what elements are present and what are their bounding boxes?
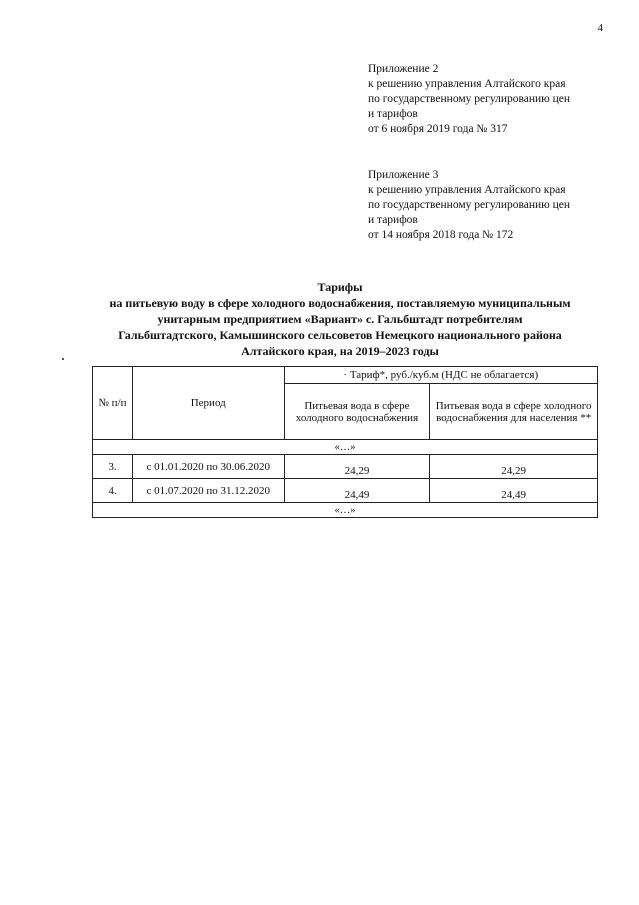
appendix-3-line: от 14 ноября 2018 года № 172 [368,229,514,241]
row-number: 4. [93,479,133,503]
appendix-2-line: по государственному регулированию цен [368,93,571,105]
row-period: с 01.07.2020 по 31.12.2020 [132,479,284,503]
title-line: Алтайского края, на 2019–2023 годы [241,344,439,358]
appendix-3-line: и тарифов [368,214,418,226]
row-tariff-general: 24,29 [284,455,430,479]
appendix-2-line: к решению управления Алтайского края [368,78,566,90]
row-tariff-general: 24,49 [284,479,430,503]
appendix-3-line: Приложение 3 [368,169,439,181]
appendix-3-line: к решению управления Алтайского края [368,184,566,196]
table-row [93,479,598,503]
appendix-2-block [368,62,618,137]
title-line: на питьевую воду в сфере холодного водоснабжения, поставляемую муниципальным [109,296,571,310]
title-line: унитарным предприятием «Вариант» с. Гальбштадт потребителям [157,312,523,326]
ellipsis-row: «…» [93,440,598,455]
ellipsis-row: «…» [93,503,598,518]
header-tariff-group: · Тариф*, руб./куб.м (НДС не облагается) [284,367,597,384]
appendix-2-line: Приложение 2 [368,63,439,75]
header-period: Период [132,367,284,440]
row-tariff-population: 24,29 [430,455,598,479]
document-title [60,279,620,359]
scan-dot [62,358,64,360]
tariff-table [92,366,598,518]
header-tariff-general: Питьевая вода в сфере холодного водоснабжения [284,384,430,440]
header-number: № п/п [93,367,133,440]
appendix-3-block [368,168,618,243]
row-period: с 01.01.2020 по 30.06.2020 [132,455,284,479]
title-line: Гальбштадтского, Камышинского сельсоветов Немецкого национального района [118,328,562,342]
appendix-2-line: и тарифов [368,108,418,120]
title-line: Тарифы [317,280,363,294]
table-row [93,455,598,479]
appendix-3-line: по государственному регулированию цен [368,199,571,211]
appendix-2-line: от 6 ноября 2019 года № 317 [368,123,508,135]
row-number: 3. [93,455,133,479]
page-number: 4 [597,22,603,34]
row-tariff-population: 24,49 [430,479,598,503]
header-tariff-population: Питьевая вода в сфере холодного водоснабжения для населения ** [430,384,598,440]
